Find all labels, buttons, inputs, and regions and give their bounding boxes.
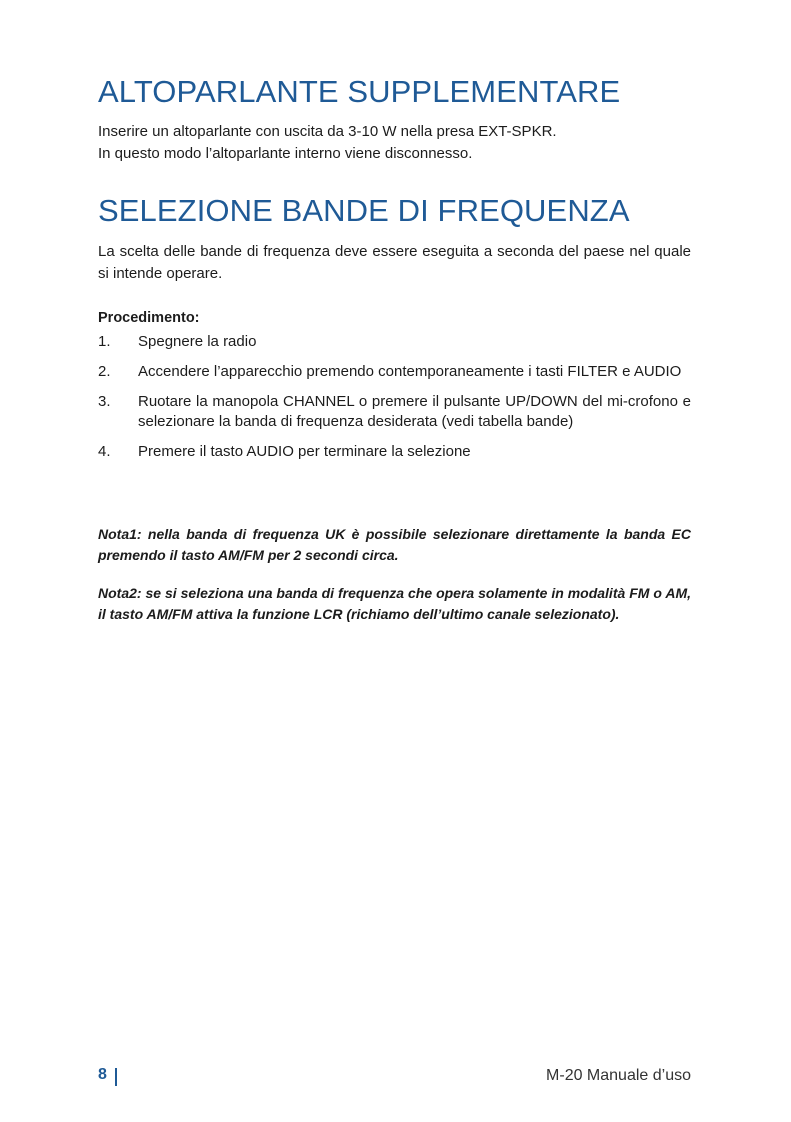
bands-intro-paragraph: La scelta delle bande di frequenza deve essere eseguita a seconda del paese nel quale si intende operare. <box>98 243 691 282</box>
step-text: Ruotare la manopola CHANNEL o premere il pulsante UP/DOWN del mi-crofono e selezionare la banda di frequenza desiderata (vedi tabella bande) <box>138 393 691 430</box>
procedure-label: Procedimento: <box>98 310 200 326</box>
step-text: Accendere l’apparecchio premendo contemporaneamente i tasti FILTER e AUDIO <box>138 363 682 380</box>
speaker-line-2: In questo modo l’altoparlante interno viene disconnesso. <box>98 145 473 162</box>
section-title-speaker: ALTOPARLANTE SUPPLEMENTARE <box>98 74 621 109</box>
page-number: 8 <box>98 1066 107 1083</box>
speaker-paragraph <box>98 121 691 165</box>
step-number: 2. <box>98 363 111 380</box>
step-number: 4. <box>98 443 111 460</box>
note-1: Nota1: nella banda di frequenza UK è possibile selezionare direttamente la banda EC premendo il tasto AM/FM per 2 secondi circa. <box>98 526 691 563</box>
list-item <box>98 332 691 352</box>
list-item <box>98 392 691 432</box>
list-item <box>98 442 691 462</box>
procedure-steps <box>98 332 691 462</box>
procedure-block <box>98 307 691 472</box>
step-number: 1. <box>98 333 111 350</box>
step-text: Premere il tasto AUDIO per terminare la selezione <box>138 443 471 460</box>
footer-divider <box>115 1068 117 1086</box>
page-footer <box>98 1066 691 1090</box>
section-title-bands: SELEZIONE BANDE DI FREQUENZA <box>98 193 630 228</box>
list-item <box>98 362 691 382</box>
speaker-line-1: Inserire un altoparlante con uscita da 3-10 W nella presa EXT-SPKR. <box>98 123 557 140</box>
manual-title: M-20 Manuale d’uso <box>546 1067 691 1084</box>
step-text: Spegnere la radio <box>138 333 257 350</box>
note-2: Nota2: se si seleziona una banda di frequenza che opera solamente in modalità FM o AM, il tasto AM/FM attiva la funzione LCR (richiamo dell’ultimo canale selezionato). <box>98 585 691 622</box>
step-number: 3. <box>98 393 111 410</box>
